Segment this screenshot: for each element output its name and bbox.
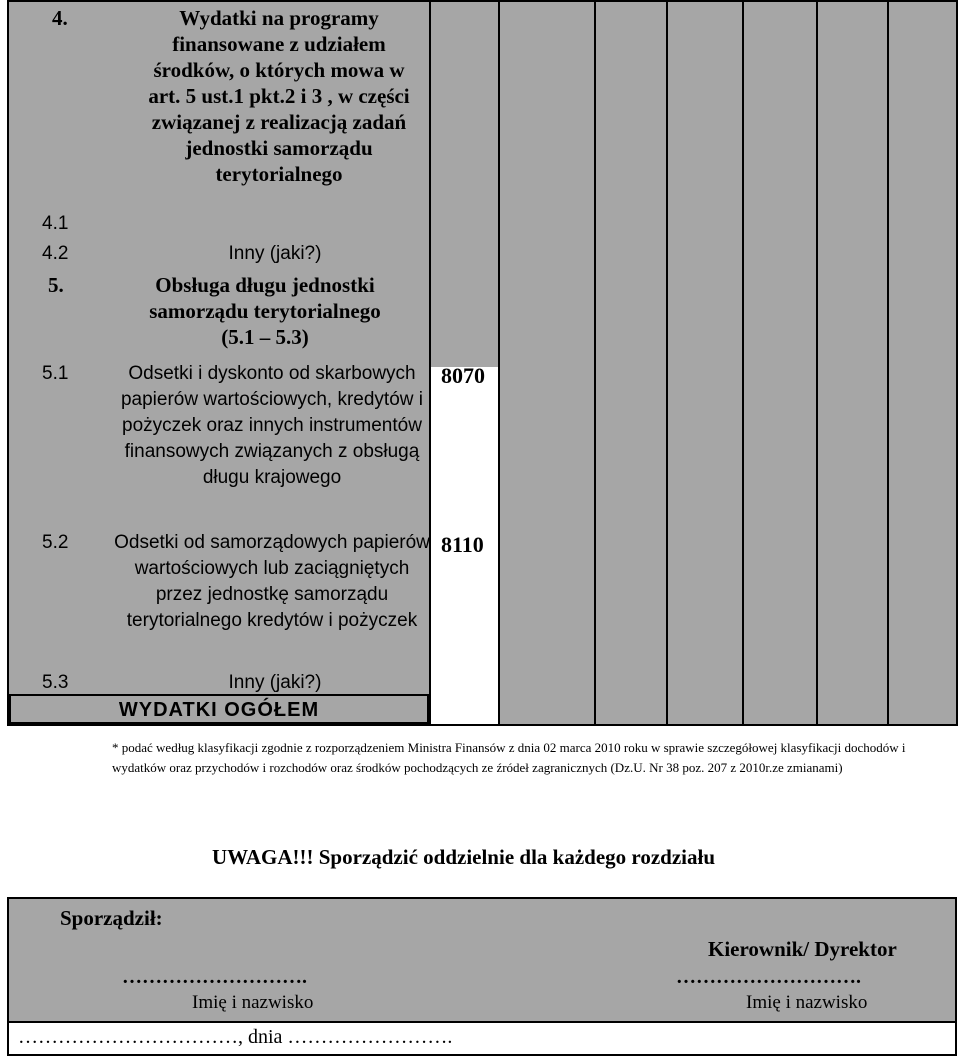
classification-code: 8070: [441, 363, 485, 388]
signature-line-left: ……………………….: [122, 966, 307, 988]
row-number: 5.: [48, 273, 64, 297]
row-number: 5.2: [42, 532, 69, 553]
column-divider: [816, 0, 818, 726]
name-label-left: Imię i nazwisko: [192, 992, 314, 1013]
row-number: 4.1: [42, 213, 69, 234]
row-description: Inny (jaki?): [228, 243, 322, 264]
table-right-border: [956, 0, 958, 726]
name-label-right: Imię i nazwisko: [746, 992, 868, 1013]
prepared-by-label: Sporządził:: [60, 906, 163, 930]
classification-code: 8110: [441, 532, 484, 557]
row-number: 4.2: [42, 243, 69, 264]
row-description: Obsługa długu jednostki samorządu terytorialnego (5.1 – 5.3): [149, 273, 381, 349]
row-number: 4.: [52, 6, 68, 30]
date-line: ……………………………, dnia …………………….: [18, 1026, 453, 1048]
row-description: Odsetki od samorządowych papierów wartościowych lub zaciągniętych przez jednostkę samorządu terytorialnego kredytów i pożyczek: [114, 532, 430, 631]
column-divider: [594, 0, 596, 726]
manager-label: Kierownik/ Dyrektor: [708, 937, 897, 961]
total-label: WYDATKI OGÓŁEM: [118, 699, 320, 721]
table-bottom-border: [7, 724, 958, 726]
column-divider: [498, 0, 500, 726]
row-description: Wydatki na programy finansowane z udziałem środków, o których mowa w art. 5 ust.1 pkt.2 i 3 , w części związanej z realizacją zadań jednostki samorządu terytorialnego: [148, 6, 410, 186]
row-description: Inny (jaki?): [228, 672, 322, 693]
row-number: 5.3: [42, 672, 69, 693]
row-number: 5.1: [42, 363, 69, 384]
signature-line-right: ……………………….: [676, 966, 861, 988]
values-area-fill: [431, 0, 956, 367]
column-divider: [887, 0, 889, 726]
column-divider: [666, 0, 668, 726]
table-top-border: [7, 0, 958, 2]
table-left-border: [7, 0, 9, 726]
warning-note: UWAGA!!! Sporządzić oddzielnie dla każdego rozdziału: [212, 845, 716, 869]
footnote: * podać według klasyfikacji zgodnie z rozporządzeniem Ministra Finansów z dnia 02 marca 2010 roku w sprawie szczegółowej klasyfikacji dochodów i wydatków oraz przychodów i rozchodów oraz środków pochodzących ze źródeł zagranicznych (Dz.U. Nr 38 poz. 207 z 2010r.ze zmianami): [112, 740, 906, 775]
row-description: Odsetki i dyskonto od skarbowych papierów wartościowych, kredytów i pożyczek oraz innych instrumentów finansowych związanych z obsługą długu krajowego: [120, 363, 423, 488]
column-divider: [742, 0, 744, 726]
